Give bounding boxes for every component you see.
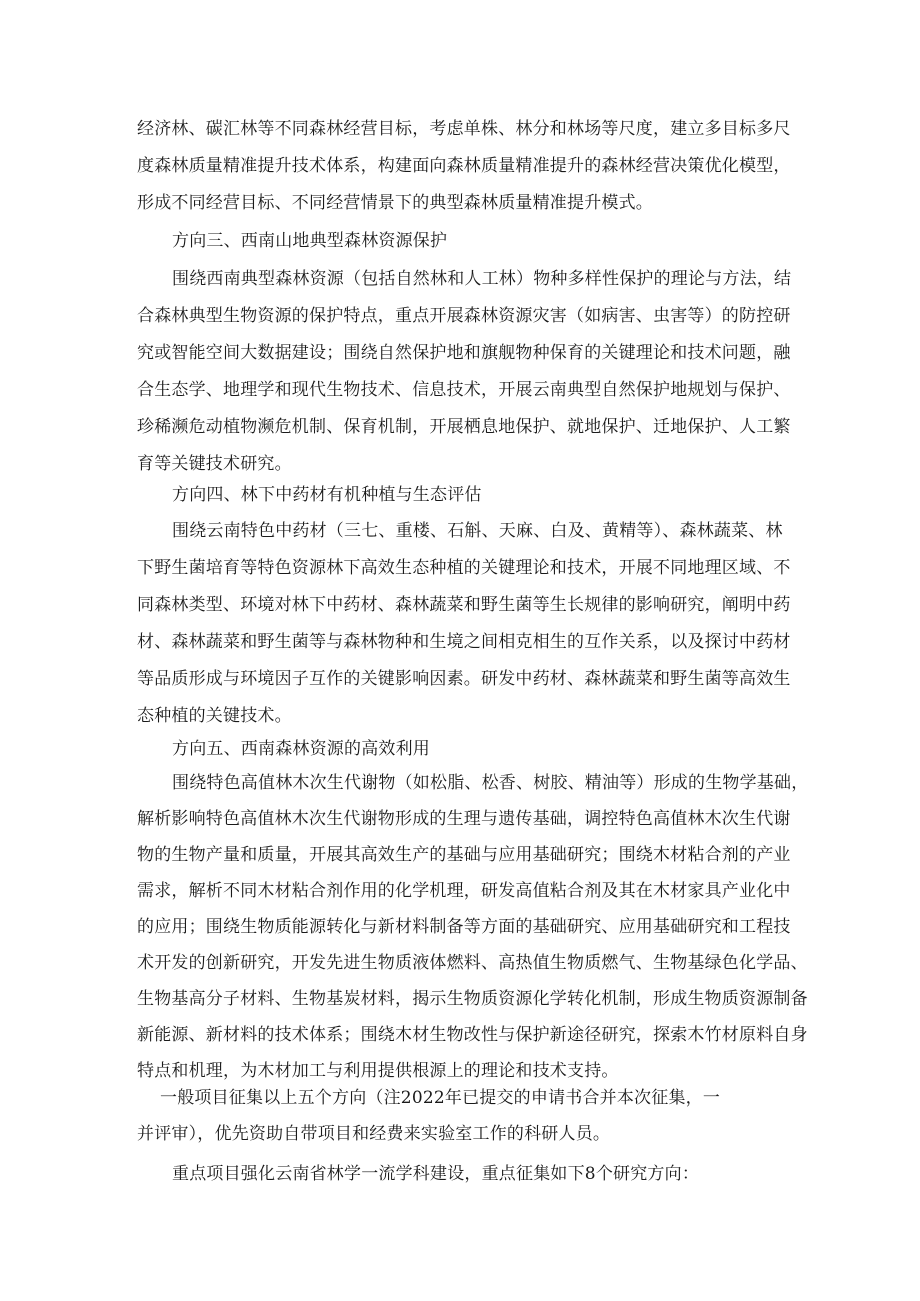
text-line: 围绕西南典型森林资源（包括自然林和人工林）物种多样性保护的理论与方法，结 — [172, 269, 792, 289]
text-line: 围绕特色高值林木次生代谢物（如松脂、松香、树胶、精油等）形成的生物学基础， — [172, 773, 809, 793]
text-line: 珍稀濒危动植物濒危机制、保育机制，开展栖息地保护、就地保护、迁地保护、人工繁 — [137, 417, 791, 437]
text-line: 术开发的创新研究，开发先进生物质液体燃料、高热值生物质燃气、生物基绿色化学品、 — [137, 953, 808, 973]
text-line: 等品质形成与环境因子互作的关键影响因素。研发中药材、森林蔬菜和野生菌等高效生 — [137, 669, 791, 689]
text-line: 需求，解析不同木材粘合剂作用的化学机理，研发高值粘合剂及其在木材家具产业化中 — [137, 881, 791, 901]
text-line: 合生态学、地理学和现代生物技术、信息技术，开展云南典型自然保护地规划与保护、 — [137, 380, 791, 400]
text-line: 特点和机理，为木材加工与利用提供根源上的理论和技术支持。 — [137, 1061, 619, 1081]
text-line: 重点项目强化云南省林学一流学科建设，重点征集如下8个研究方向： — [172, 1164, 700, 1184]
text-line: 并评审），优先资助自带项目和经费来实验室工作的科研人员。 — [137, 1124, 611, 1144]
text-line: 度森林质量精准提升技术体系，构建面向森林质量精准提升的森林经营决策优化模型， — [137, 156, 791, 176]
text-line: 育等关键技术研究。 — [137, 454, 292, 474]
section-heading-3: 方向三、西南山地典型森林资源保护 — [172, 231, 448, 251]
section-heading-4: 方向四、林下中药材有机种植与生态评估 — [172, 485, 482, 505]
text-line: 解析影响特色高值林木次生代谢物形成的生理与遗传基础，调控特色高值林木次生代谢 — [137, 809, 791, 829]
text-line: 究或智能空间大数据建设；围绕自然保护地和旗舰物种保育的关键理论和技术问题，融 — [137, 343, 791, 363]
text-line: 生物基高分子材料、生物基炭材料，揭示生物质资源化学转化机制，形成生物质资源制备 — [137, 989, 808, 1009]
text-line: 的应用；围绕生物质能源转化与新材料制备等方面的基础研究、应用基础研究和工程技 — [137, 917, 791, 937]
text-line: 下野生菌培育等特色资源林下高效生态种植的关键理论和技术，开展不同地理区域、不 — [137, 558, 791, 578]
text-line: 一般项目征集以上五个方向（注2022年已提交的申请书合并本次征集，一 — [160, 1088, 721, 1108]
text-line: 合森林典型生物资源的保护特点，重点开展森林资源灾害（如病害、虫害等）的防控研 — [137, 306, 791, 326]
text-line: 经济林、碳汇林等不同森林经营目标，考虑单株、林分和林场等尺度，建立多目标多尺 — [137, 119, 791, 139]
text-line: 形成不同经营目标、不同经营情景下的典型森林质量精准提升模式。 — [137, 193, 653, 213]
text-line: 物的生物产量和质量，开展其高效生产的基础与应用基础研究；围绕木材粘合剂的产业 — [137, 845, 791, 865]
text-line: 同森林类型、环境对林下中药材、森林蔬菜和野生菌等生长规律的影响研究，阐明中药 — [137, 595, 791, 615]
text-line: 围绕云南特色中药材（三七、重楼、石斛、天麻、白及、黄精等）、森林蔬菜、林 — [172, 521, 783, 541]
text-line: 材、森林蔬菜和野生菌等与森林物种和生境之间相克相生的互作关系，以及探讨中药材 — [137, 632, 791, 652]
text-line: 态种植的关键技术。 — [137, 706, 292, 726]
section-heading-5: 方向五、西南森林资源的高效利用 — [172, 739, 430, 759]
text-line: 新能源、新材料的技术体系；围绕木材生物改性与保护新途径研究，探索木竹材原料自身 — [137, 1025, 808, 1045]
